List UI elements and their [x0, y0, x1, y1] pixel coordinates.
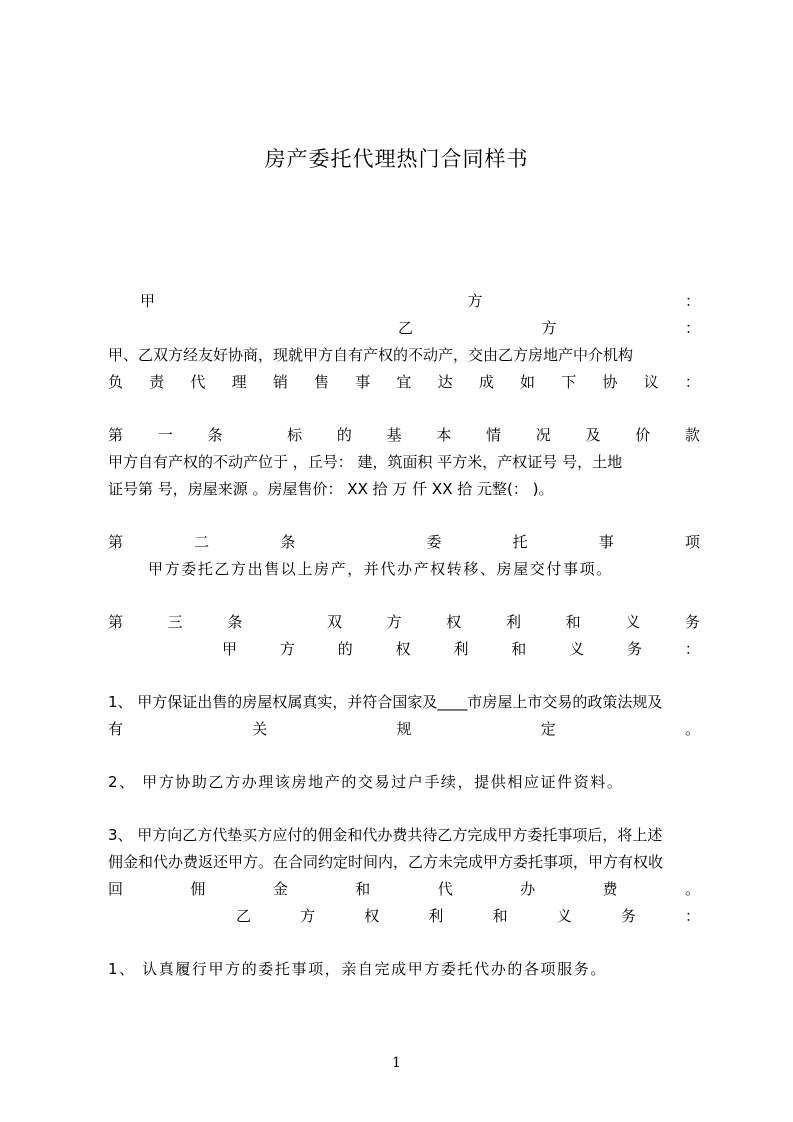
party-a-clause-3-line-3: 回 佣 金 和 代 办 费 。	[108, 880, 700, 898]
party-a-clause-1-line-1: 1、 甲方保证出售的房屋权属真实，并符合国家及____市房屋上市交易的政策法规及	[108, 693, 663, 711]
intro-line-1: 甲、乙双方经友好协商，现就甲方自有产权的不动产，交由乙方房地产中介机构	[108, 346, 634, 364]
article-1-line-2: 证号第 号，房屋来源 。房屋售价： XX 拾 万 仟 XX 拾 元整(： )。	[108, 480, 554, 498]
article-3-heading: 第 三 条 双 方 权 利 和 义 务	[108, 613, 700, 631]
intro-line-2: 负 责 代 理 销 售 事 宜 达 成 如 下 协 议 ：	[108, 373, 700, 391]
party-a-line: 甲 方 ：	[140, 292, 700, 310]
article-1-line-1: 甲方自有产权的不动产位于 ，丘号： 建，筑面积 平方米，产权证号 号，土地	[108, 453, 623, 471]
party-b-clause-1-line-1: 1、 认真履行甲方的委托事项，亲自完成甲方委托代办的各项服务。	[108, 960, 607, 978]
party-a-clause-1-line-2: 有 关 规 定 。	[108, 720, 700, 738]
article-2-line-1: 甲方委托乙方出售以上房产，并代办产权转移、房屋交付事项。	[148, 560, 613, 578]
party-a-clause-2-line-1: 2、 甲方协助乙方办理该房地产的交易过户手续，提供相应证件资料。	[108, 773, 624, 791]
party-b-line: 乙 方 ：	[398, 319, 700, 337]
party-b-rights-heading: 乙 方 权 利 和 义 务 ：	[236, 907, 700, 925]
article-2-heading: 第 二 条 委 托 事 项	[108, 533, 700, 551]
document-title: 房产委托代理热门合同样书	[264, 147, 529, 171]
party-a-rights-heading: 甲 方 的 权 利 和 义 务 ：	[222, 640, 700, 658]
article-1-heading: 第 一 条 标 的 基 本 情 况 及 价 款	[108, 426, 700, 444]
page-number: 1	[392, 1055, 401, 1071]
party-a-clause-3-line-2: 佣金和代办费返还甲方。在合同约定时间内，乙方未完成甲方委托事项，甲方有权收	[108, 853, 664, 871]
party-a-clause-3-line-1: 3、 甲方向乙方代垫买方应付的佣金和代办费共待乙方完成甲方委托事项后，将上述	[108, 826, 663, 844]
